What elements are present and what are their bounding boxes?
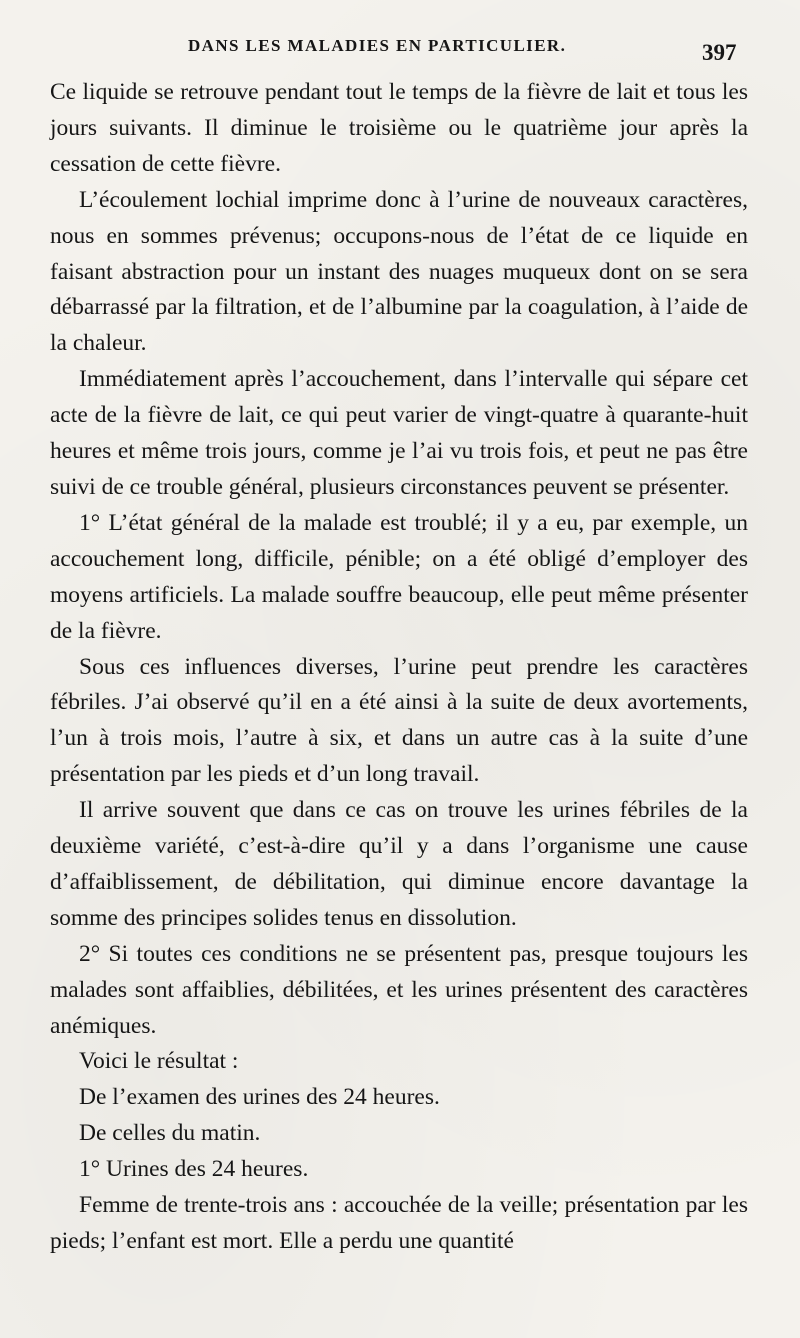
paragraph: Il arrive souvent que dans ce cas on trouve les urines fébriles de la deuxième variété, c’est-à-dire qu’il y a dans l’organisme une cause d’affaiblissement, de débilitation, qui diminue encore davantage la somme des principes solides tenus en dissolution. [50,797,748,931]
paragraph: De l’examen des urines des 24 heures. [79,1084,440,1111]
paragraph: Immédiatement après l’accouchement, dans l’intervalle qui sépare cet acte de la fièvre de lait, ce qui peut varier de vingt-quatre à quarante-huit heures et même trois jours, comme je l’ai vu trois fois, et peut ne pas être suivi de ce trouble général, plusieurs circonstances peuvent se présenter. [50,366,748,500]
running-title: DANS LES MALADIES EN PARTICULIER. [188,36,567,55]
paragraph: Ce liquide se retrouve pendant tout le temps de la fièvre de lait et tous les jours suivants. Il diminue le troisième ou le quatrième jour après la cessation de cette fièvre. [50,79,748,177]
paragraph: De celles du matin. [79,1120,261,1147]
paragraph: Voici le résultat : [79,1048,239,1075]
paragraph: 1° L’état général de la malade est troublé; il y a eu, par exemple, un accouchement long, difficile, pénible; on a été obligé d’employer des moyens artificiels. La malade souffre beaucoup, elle peut même présenter de la fièvre. [50,509,748,644]
paragraph: Sous ces influences diverses, l’urine peut prendre les caractères fébriles. J’ai observé qu’il en a été ainsi à la suite de deux avortements, l’un à trois mois, l’autre à six, et dans un autre cas à la suite d’une présentation par les pieds et d’un long travail. [50,653,748,788]
page-number: 397 [702,40,737,65]
paragraph: L’écoulement lochial imprime donc à l’urine de nouveaux caractères, nous en sommes prévenus; occupons-nous de l’état de ce liquide en faisant abstraction pour un instant des nuages muqueux dont on se sera débarrassé par la filtration, et de l’albumine par la coagulation, à l’aide de la chaleur. [50,186,748,357]
paragraph: Femme de trente-trois ans : accouchée de la veille; présentation par les pieds; l’enfant est mort. Elle a perdu une quantité [50,1192,748,1254]
body-text [50,75,748,1260]
paragraph: 1° Urines des 24 heures. [79,1156,309,1183]
paragraph: 2° Si toutes ces conditions ne se présentent pas, presque toujours les malades sont affaiblies, débilitées, et les urines présentent des caractères anémiques. [50,940,748,1039]
